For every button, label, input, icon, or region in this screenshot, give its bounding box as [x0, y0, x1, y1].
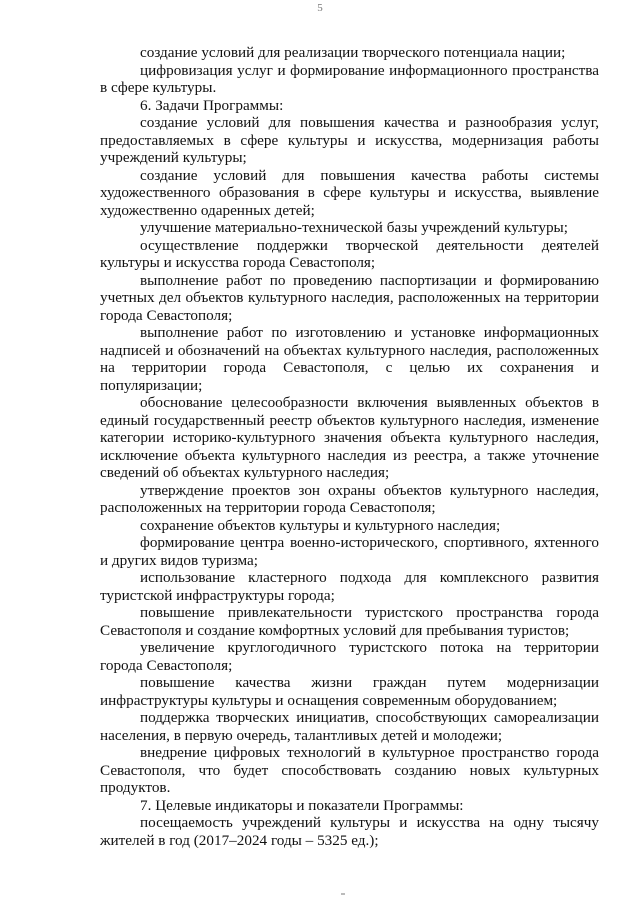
paragraph-task-creative-initiatives: поддержка творческих инициатив, способствующих самореализации населения, в первую очередь, талантливых детей и молодежи;: [100, 709, 599, 744]
paragraph-task-tourist-flow: увеличение круглогодичного туристского потока на территории города Севастополя;: [100, 639, 599, 674]
paragraph-task-passportization: выполнение работ по проведению паспортизации и формированию учетных дел объектов культурного наследия, расположенных на территории города Севастополя;: [100, 271, 599, 324]
section-heading-tasks: 6. Задачи Программы:: [140, 96, 284, 114]
paragraph-indicator-attendance: посещаемость учреждений культуры и искусства на одну тысячу жителей в год (2017–2024 годы – 5325 ед.);: [100, 814, 599, 849]
paragraph-task-digital-technologies: внедрение цифровых технологий в культурное пространство города Севастополя, что будет способствовать созданию новых культурных продуктов.: [100, 744, 599, 796]
paragraph-task-tourist-attractiveness: повышение привлекательности туристского пространства города Севастополя и создание комфортных условий для пребывания туристов;: [100, 604, 599, 639]
paragraph-task-cluster-approach: использование кластерного подхода для комплексного развития туристской инфраструктуры города;: [100, 569, 599, 604]
paragraph-task-services-quality: создание условий для повышения качества и разнообразия услуг, предоставляемых в сфере культуры и искусства, модернизация работы учреждений культуры;: [100, 114, 599, 166]
paragraph-task-heritage-registry: обоснование целесообразности включения выявленных объектов в единый государственный реестр объектов культурного наследия, изменение категории историко-культурного значения объекта культурного наследия, исключение объекта культурного наследия из реестра, а также уточнение сведений об объектах культурного наследия;: [100, 394, 599, 481]
paragraph-task-support-artists: осуществление поддержки творческой деятельности деятелей культуры и искусства города Севастополя;: [100, 236, 599, 271]
scan-mark: [341, 893, 345, 895]
paragraph-task-art-education: создание условий для повышения качества работы системы художественного образования в сфере культуры и искусства, выявление художественно одаренных детей;: [100, 166, 599, 219]
section-heading-indicators: 7. Целевые индикаторы и показатели Программы:: [140, 796, 464, 814]
paragraph-task-information-signs: выполнение работ по изготовлению и установке информационных надписей и обозначений на объектах культурного наследия, расположенных на территории города Севастополя, с целью их сохранения и популяризации;: [100, 324, 599, 394]
paragraph-task-preservation: сохранение объектов культуры и культурного наследия;: [140, 516, 501, 534]
paragraph-goal-creative-potential: создание условий для реализации творческого потенциала нации;: [140, 44, 566, 61]
page-number: 5: [317, 2, 323, 14]
paragraph-task-quality-of-life: повышение качества жизни граждан путем модернизации инфраструктуры культуры и оснащения современным оборудованием;: [100, 674, 599, 709]
document-body: [100, 44, 599, 849]
paragraph-task-tourism-center: формирование центра военно-исторического, спортивного, яхтенного и других видов туризма;: [100, 534, 599, 569]
paragraph-task-material-base: улучшение материально-технической базы учреждений культуры;: [140, 219, 568, 236]
paragraph-goal-digitalization: цифровизация услуг и формирование информационного пространства в сфере культуры.: [100, 61, 599, 96]
paragraph-task-protection-zones: утверждение проектов зон охраны объектов культурного наследия, расположенных на территории города Севастополя;: [100, 481, 599, 516]
